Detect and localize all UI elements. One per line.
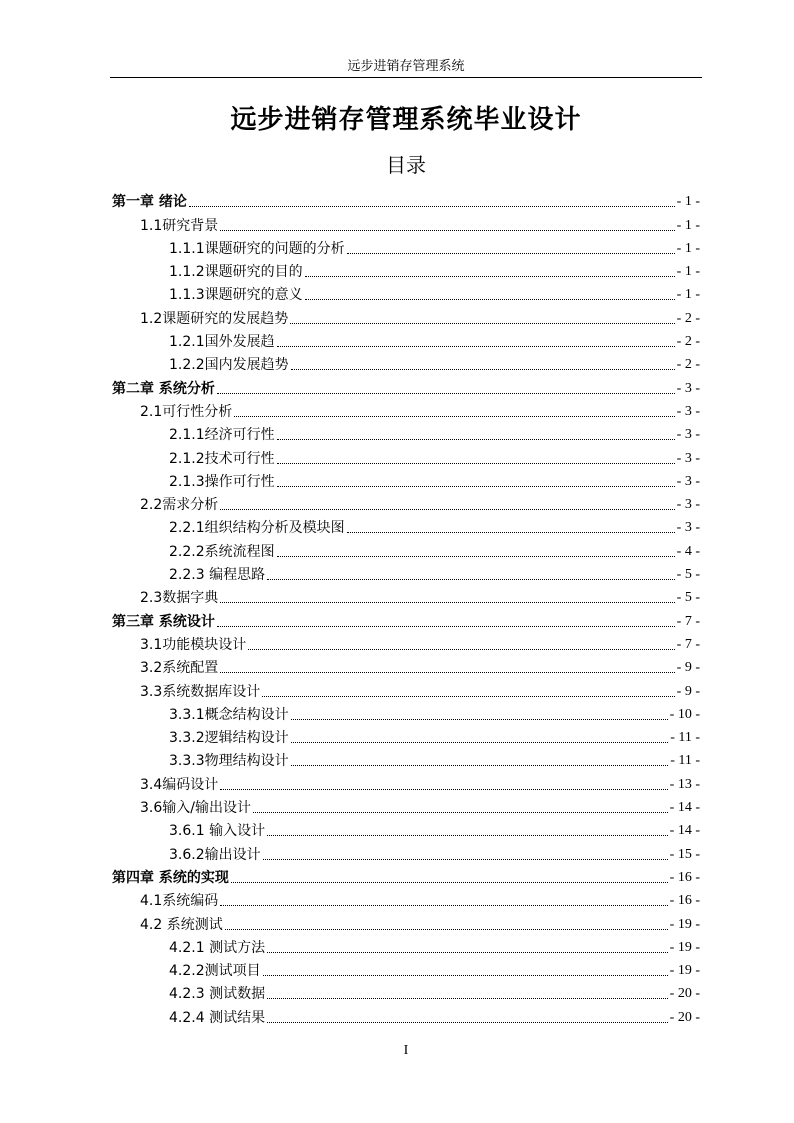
toc-dot-leader (234, 406, 674, 417)
toc-entry[interactable] (112, 235, 700, 258)
toc-dot-leader (277, 336, 675, 347)
toc-entry[interactable] (112, 328, 700, 351)
toc-dot-leader (267, 942, 668, 953)
toc-entry-label: 1.2.1国外发展趋 (169, 334, 275, 351)
toc-entry[interactable] (112, 864, 700, 887)
toc-dot-leader (217, 383, 675, 394)
toc-entry-page: - 3 - (676, 380, 700, 396)
toc-entry-label: 1.1研究背景 (140, 217, 219, 234)
toc-entry-label: 1.2课题研究的发展趋势 (140, 310, 289, 327)
toc-entry-label: 4.2.4 测试结果 (169, 1009, 266, 1026)
toc-entry-page: - 2 - (676, 357, 700, 373)
toc-entry-label: 2.3数据字典 (140, 590, 219, 607)
toc-entry[interactable] (112, 910, 700, 933)
toc-entry-label: 2.2.1组织结构分析及模块图 (169, 520, 345, 537)
toc-entry-label: 2.1.3操作可行性 (169, 473, 275, 490)
toc-entry-label: 第二章 系统分析 (112, 380, 215, 397)
toc-entry-page: - 5 - (676, 590, 700, 606)
toc-entry-page: - 1 - (676, 217, 700, 233)
toc-entry-label: 3.6输入/输出设计 (140, 800, 251, 817)
toc-dot-leader (305, 289, 675, 300)
toc-dot-leader (277, 429, 675, 440)
toc-dot-leader (220, 662, 674, 673)
toc-entry-label: 3.1功能模块设计 (140, 636, 247, 653)
toc-dot-leader (231, 872, 668, 883)
toc-entry[interactable] (112, 934, 700, 957)
toc-entry-page: - 3 - (676, 520, 700, 536)
toc-dot-leader (291, 732, 669, 743)
toc-dot-leader (220, 499, 674, 510)
toc-entry-page: - 19 - (669, 916, 700, 932)
toc-entry-label: 3.4编码设计 (140, 776, 219, 793)
toc-dot-leader (189, 196, 675, 207)
toc-dot-leader (267, 988, 668, 999)
toc-dot-leader (248, 639, 674, 650)
document-title: 远步进销存管理系统毕业设计 (230, 105, 582, 135)
toc-entry[interactable] (112, 444, 700, 467)
toc-entry-label: 4.1系统编码 (140, 893, 219, 910)
toc-entry-page: - 15 - (669, 846, 700, 862)
toc-entry-label: 4.2.3 测试数据 (169, 986, 266, 1003)
toc-entry-label: 第四章 系统的实现 (112, 869, 229, 886)
toc-dot-leader (217, 616, 675, 627)
toc-dot-leader (253, 802, 668, 813)
toc-entry[interactable] (112, 607, 700, 630)
toc-entry-page: - 11 - (670, 730, 700, 746)
toc-dot-leader (291, 755, 669, 766)
toc-entry-page: - 7 - (676, 613, 700, 629)
toc-dot-leader (291, 709, 668, 720)
toc-entry-label: 3.3.3物理结构设计 (169, 753, 289, 770)
toc-dot-leader (267, 1012, 668, 1023)
toc-dot-leader (277, 476, 675, 487)
toc-entry[interactable] (112, 794, 700, 817)
toc-entry-label: 2.2.3 编程思路 (169, 567, 266, 584)
toc-entry-page: - 19 - (669, 939, 700, 955)
toc-entry-page: - 1 - (676, 240, 700, 256)
toc-entry-page: - 14 - (669, 823, 700, 839)
toc-entry-label: 2.2.2系统流程图 (169, 543, 275, 560)
toc-dot-leader (267, 825, 668, 836)
toc-entry-page: - 7 - (676, 636, 700, 652)
toc-entry[interactable] (112, 514, 700, 537)
toc-entry-label: 1.1.3课题研究的意义 (169, 287, 303, 304)
toc-entry[interactable] (112, 537, 700, 560)
toc-entry-page: - 11 - (670, 753, 700, 769)
toc-entry-page: - 19 - (669, 963, 700, 979)
toc-entry-label: 第一章 绪论 (112, 194, 187, 211)
toc-entry-page: - 13 - (669, 776, 700, 792)
toc-entry-page: - 1 - (676, 287, 700, 303)
toc-entry[interactable] (112, 654, 700, 677)
toc-entry-page: - 20 - (669, 1009, 700, 1025)
toc-entry[interactable] (112, 374, 700, 397)
toc-entry-page: - 14 - (669, 800, 700, 816)
toc-entry-page: - 9 - (676, 683, 700, 699)
page-number: I (403, 1043, 409, 1058)
toc-entry[interactable] (112, 957, 700, 980)
toc-entry-page: - 3 - (676, 403, 700, 419)
toc-entry-label: 3.3系统数据库设计 (140, 683, 261, 700)
toc-entry[interactable] (112, 631, 700, 654)
toc-dot-leader (267, 569, 675, 580)
toc-entry-label: 第三章 系统设计 (112, 613, 215, 630)
table-of-contents (112, 188, 700, 1027)
toc-entry-label: 3.6.2输出设计 (169, 846, 261, 863)
toc-entry[interactable] (112, 817, 700, 840)
toc-dot-leader (263, 965, 668, 976)
toc-dot-leader (225, 919, 668, 930)
toc-entry[interactable] (112, 421, 700, 444)
toc-entry[interactable] (112, 491, 700, 514)
toc-entry-page: - 10 - (669, 706, 700, 722)
toc-dot-leader (277, 546, 675, 557)
toc-entry-page: - 3 - (676, 450, 700, 466)
toc-entry[interactable] (112, 701, 700, 724)
toc-entry-label: 1.2.2国内发展趋势 (169, 357, 289, 374)
toc-entry-page: - 16 - (669, 869, 700, 885)
toc-dot-leader (220, 779, 667, 790)
running-header: 远步进销存管理系统 (347, 59, 465, 74)
toc-entry[interactable] (112, 1003, 700, 1026)
toc-entry-page: - 2 - (676, 310, 700, 326)
toc-entry[interactable] (112, 188, 700, 211)
toc-entry-page: - 20 - (669, 986, 700, 1002)
toc-dot-leader (347, 522, 675, 533)
toc-entry-page: - 4 - (676, 543, 700, 559)
toc-heading: 目录 (386, 153, 426, 177)
toc-entry[interactable] (112, 584, 700, 607)
toc-entry-label: 3.3.1概念结构设计 (169, 706, 289, 723)
toc-dot-leader (220, 592, 674, 603)
toc-dot-leader (277, 453, 675, 464)
toc-dot-leader (220, 220, 674, 231)
toc-entry-label: 3.6.1 输入设计 (169, 823, 266, 840)
toc-entry-label: 2.2需求分析 (140, 497, 219, 514)
toc-dot-leader (262, 686, 674, 697)
toc-entry-label: 2.1.2技术可行性 (169, 450, 275, 467)
toc-entry-page: - 16 - (669, 893, 700, 909)
toc-entry[interactable] (112, 677, 700, 700)
toc-dot-leader (347, 243, 675, 254)
toc-dot-leader (220, 895, 667, 906)
toc-entry-label: 4.2.2测试项目 (169, 963, 261, 980)
toc-dot-leader (263, 849, 668, 860)
toc-entry-page: - 1 - (676, 264, 700, 280)
toc-entry[interactable] (112, 840, 700, 863)
toc-entry-page: - 1 - (676, 194, 700, 210)
toc-entry-label: 4.2.1 测试方法 (169, 939, 266, 956)
toc-entry-page: - 2 - (676, 334, 700, 350)
header-divider (110, 77, 702, 78)
toc-entry[interactable] (112, 561, 700, 584)
toc-entry-page: - 3 - (676, 497, 700, 513)
toc-entry[interactable] (112, 281, 700, 304)
toc-entry[interactable] (112, 398, 700, 421)
toc-entry-label: 4.2 系统测试 (140, 916, 223, 933)
toc-entry-label: 3.3.2逻辑结构设计 (169, 730, 289, 747)
toc-entry-page: - 3 - (676, 473, 700, 489)
toc-dot-leader (291, 359, 675, 370)
toc-entry-label: 1.1.2课题研究的目的 (169, 264, 303, 281)
toc-entry[interactable] (112, 304, 700, 327)
toc-entry[interactable] (112, 258, 700, 281)
toc-entry[interactable] (112, 887, 700, 910)
toc-entry[interactable] (112, 211, 700, 234)
toc-entry[interactable] (112, 980, 700, 1003)
toc-entry-label: 2.1可行性分析 (140, 403, 233, 420)
toc-entry-label: 3.2系统配置 (140, 660, 219, 677)
toc-entry[interactable] (112, 468, 700, 491)
toc-entry-page: - 3 - (676, 427, 700, 443)
toc-dot-leader (290, 313, 674, 324)
toc-entry-label: 2.1.1经济可行性 (169, 427, 275, 444)
toc-entry[interactable] (112, 724, 700, 747)
toc-entry-page: - 9 - (676, 660, 700, 676)
toc-entry[interactable] (112, 351, 700, 374)
toc-entry-page: - 5 - (676, 567, 700, 583)
toc-entry[interactable] (112, 747, 700, 770)
toc-entry-label: 1.1.1课题研究的问题的分析 (169, 240, 345, 257)
toc-entry[interactable] (112, 770, 700, 793)
toc-dot-leader (305, 266, 675, 277)
